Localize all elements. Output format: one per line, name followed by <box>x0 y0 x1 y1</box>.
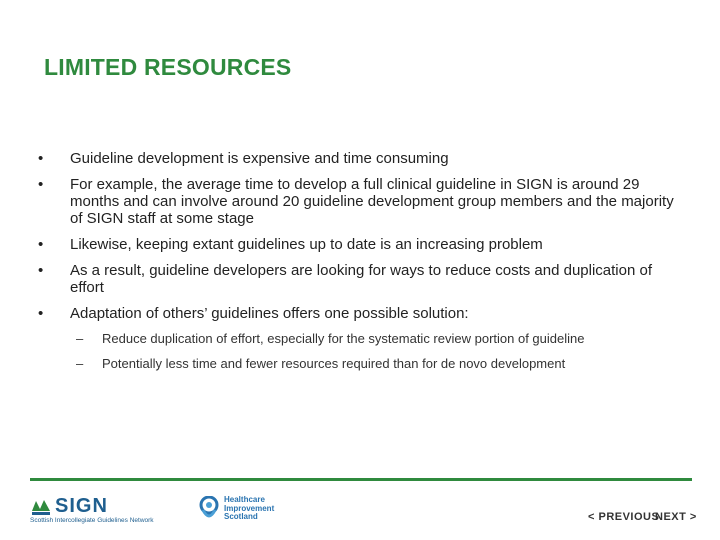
his-line3: Scotland <box>224 512 258 521</box>
bullet-marker: • <box>38 236 44 253</box>
sub-bullet-marker: – <box>76 355 84 371</box>
next-button[interactable]: NEXT > <box>655 511 697 523</box>
sign-wordmark: SIGN <box>55 495 108 517</box>
sub-bullet-text: Reduce duplication of effort, especially for the systematic review portion of guideline <box>102 331 585 346</box>
bullet-marker: • <box>38 150 44 167</box>
sub-bullet-text: Potentially less time and fewer resources required than for de novo development <box>102 355 566 371</box>
sub-bullet-marker: – <box>76 331 84 346</box>
slide-title: LIMITED RESOURCES <box>44 54 292 80</box>
bullet-list <box>38 150 678 380</box>
his-logo-icon <box>198 496 220 522</box>
sign-logo-icon <box>30 497 52 517</box>
bullet-marker: • <box>38 176 44 193</box>
bullet-marker: • <box>38 305 44 322</box>
his-line1: Healthcare <box>224 495 265 504</box>
bullet-text: Guideline development is expensive and time consuming <box>70 150 449 167</box>
bullet-text: Adaptation of others’ guidelines offers one possible solution: <box>70 305 469 322</box>
bullet-item <box>38 305 678 322</box>
his-line2: Improvement <box>224 503 275 513</box>
bullet-text: As a result, guideline developers are looking for ways to reduce costs and duplication of effort <box>70 262 653 296</box>
sub-bullet-item <box>76 331 678 347</box>
footer-divider <box>30 478 692 481</box>
bullet-marker: • <box>38 262 44 279</box>
sub-bullet-item <box>76 356 678 372</box>
sign-tagline: Scottish Intercollegiate Guidelines Network <box>30 517 154 524</box>
bullet-item <box>38 150 678 167</box>
bullet-item <box>38 236 678 253</box>
previous-button[interactable]: < PREVIOUS <box>588 511 660 523</box>
his-logo-text <box>224 496 304 522</box>
bullet-item <box>38 262 678 296</box>
bullet-text: For example, the average time to develop a full clinical guideline in SIGN is around 29 months and can involve around 20 guideline development group members and the majority of SIGN staff at some stage <box>70 176 674 227</box>
bullet-text: Likewise, keeping extant guidelines up to date is an increasing problem <box>70 236 543 253</box>
bullet-item <box>38 176 678 227</box>
